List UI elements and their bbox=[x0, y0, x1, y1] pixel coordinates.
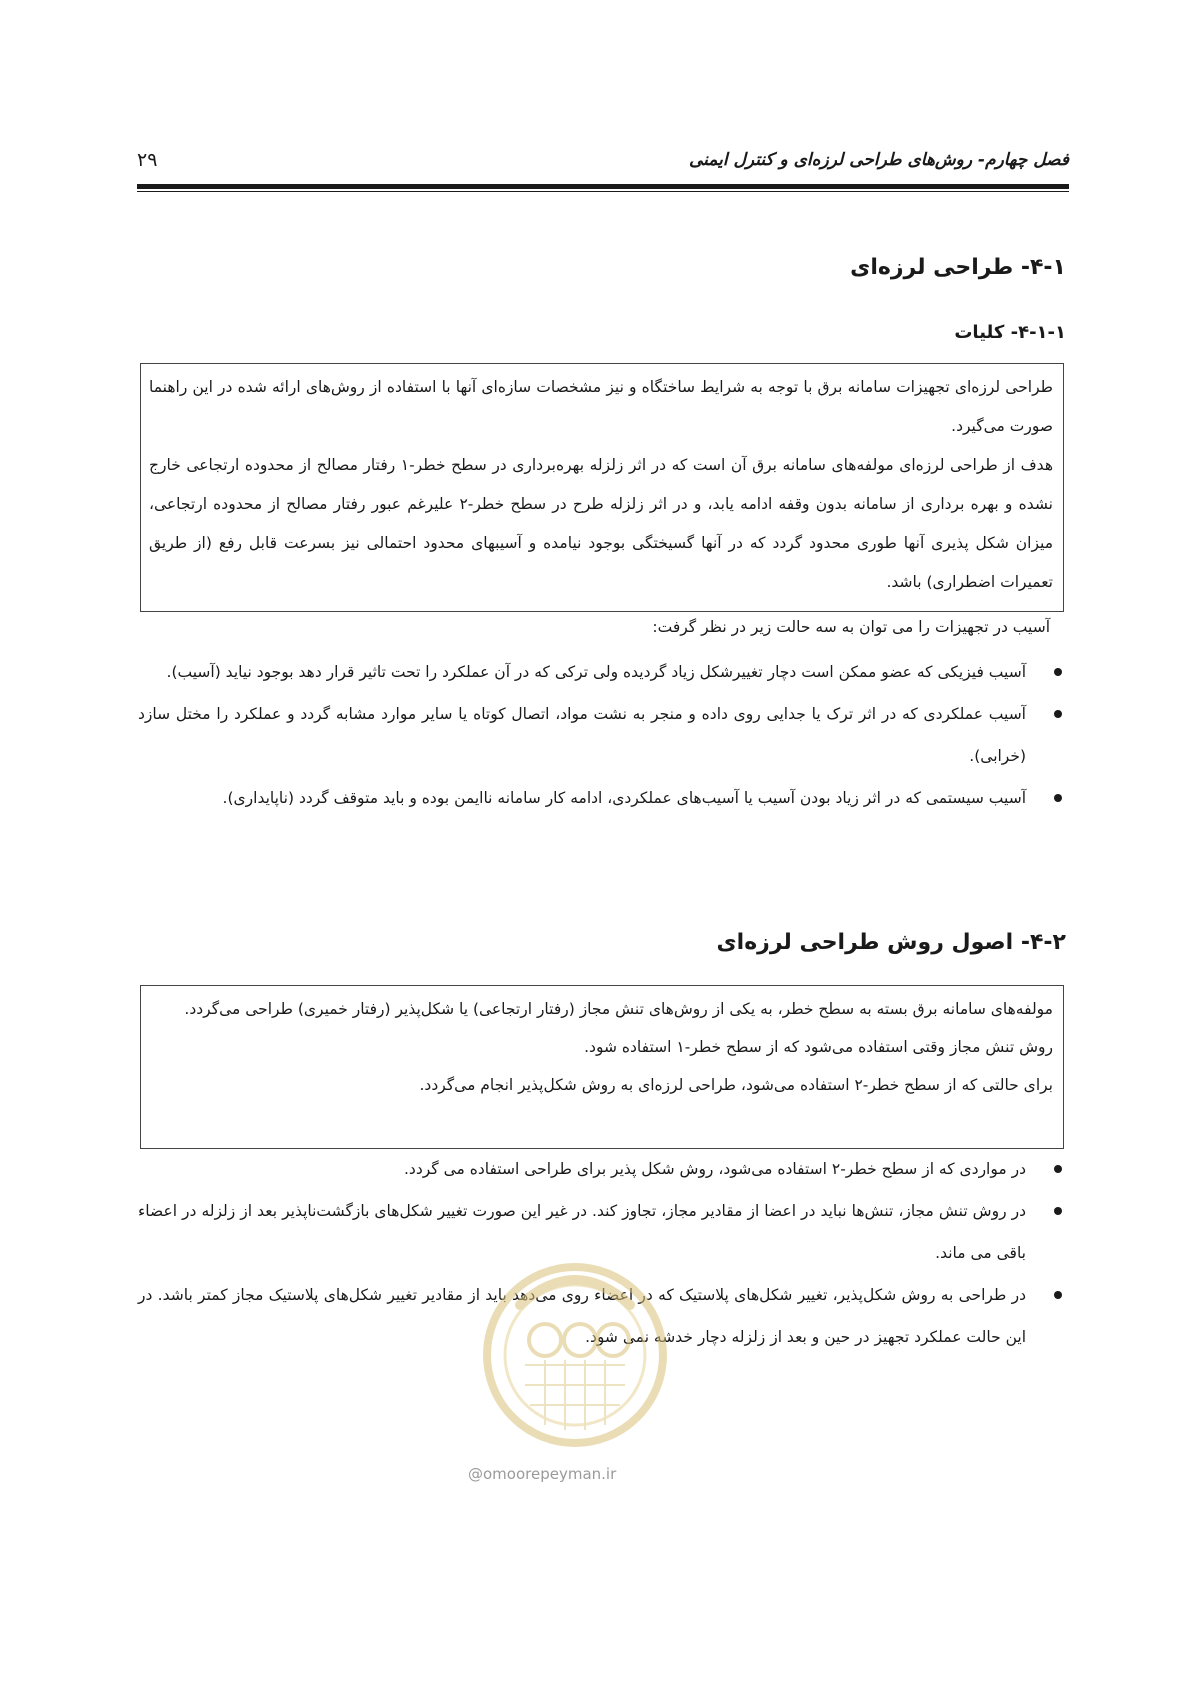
list-item bbox=[138, 693, 1068, 777]
subsection-heading-4-1-1: ۴-۱-۱- کلیات bbox=[954, 322, 1066, 343]
principles-box bbox=[140, 985, 1064, 1149]
page-number: ۲۹ bbox=[137, 149, 158, 171]
list-item-text: در روش تنش مجاز، تنش‌ها نباید در اعضا از مقادیر مجاز، تجاوز کند. در غیر این صورت تغییر شکل‌های بازگشت‌ناپذیر بعد از زلزله در اعضاء باقی می ماند. bbox=[138, 1202, 1026, 1262]
box-paragraph: هدف از طراحی لرزه‌ای مولفه‌های سامانه برق آن است که در اثر زلزله بهره‌برداری در سطح خطر-۱ رفتار مصالح از محدوده ارتجاعی خارج نشده و بهره برداری از سامانه بدون وقفه ادامه یابد، و در اثر زلزله طرح در سطح خطر-۲ علیرغم عبور رفتار مصالح از محدوده ارتجاعی، میزان شکل پذیری آنها طوری محدود گردد که در آنها گسیختگی بوجود نیامده و آسیبهای محدود احتمالی نیز بسرعت قابل رفع (از طریق تعمیرات اضطراری) باشد. bbox=[149, 456, 1053, 591]
watermark-logo-icon bbox=[470, 1245, 680, 1455]
general-box bbox=[140, 363, 1064, 612]
damage-list bbox=[138, 651, 1068, 819]
list-item-text: در طراحی به روش شکل‌پذیر، تغییر شکل‌های پلاستیک که در اعضاء روی می‌دهد باید از مقادیر تغییر شکل‌های پلاستیک مجاز کمتر باشد. در این حالت عملکرد تجهیز در حین و بعد از زلزله دچار خدشه نمی شود. bbox=[138, 1286, 1026, 1346]
bullet-dot-icon bbox=[1054, 794, 1062, 802]
list-item-text: در مواردی که از سطح خطر-۲ استفاده می‌شود، روش شکل پذیر برای طراحی استفاده می گردد. bbox=[403, 1160, 1026, 1178]
bullet-dot-icon bbox=[1054, 1207, 1062, 1215]
list-item bbox=[138, 651, 1068, 693]
box-paragraph: طراحی لرزه‌ای تجهیزات سامانه برق با توجه به شرایط ساختگاه و نیز مشخصات سازه‌ای آنها با استفاده از روش‌های ارائه شده در این راهنما صورت می‌گیرد. bbox=[149, 378, 1053, 435]
bullet-dot-icon bbox=[1054, 710, 1062, 718]
header-rule-thin bbox=[137, 191, 1069, 192]
header-rule-thick bbox=[137, 184, 1069, 189]
box-paragraph: مولفه‌های سامانه برق بسته به سطح خطر، به یکی از روش‌های تنش مجاز (رفتار ارتجاعی) یا شکل‌پذیر (رفتار خمیری) طراحی می‌گردد. bbox=[184, 1000, 1053, 1018]
list-item-text: آسیب عملکردی که در اثر ترک یا جدایی روی داده و منجر به نشت مواد، اتصال کوتاه یا سایر موارد مشابه گردد و عملکرد را مختل سازد (خرابی). bbox=[138, 705, 1026, 765]
bullet-dot-icon bbox=[1054, 668, 1062, 676]
box-paragraph: برای حالتی که از سطح خطر-۲ استفاده می‌شود، طراحی لرزه‌ای به روش شکل‌پذیر انجام می‌گردد. bbox=[419, 1076, 1053, 1094]
watermark-site-text: @omoorepeyman.ir bbox=[468, 1465, 617, 1483]
running-header bbox=[137, 142, 1069, 178]
bullet-dot-icon bbox=[1054, 1291, 1062, 1299]
list-item-text: آسیب فیزیکی که عضو ممکن است دچار تغییرشکل زیاد گردیده ولی ترکی که در آن عملکرد را تحت تاثیر قرار دهد بوجود نیاید (آسیب). bbox=[166, 663, 1026, 681]
list-item bbox=[138, 777, 1068, 819]
running-title: فصل چهارم- روش‌های طراحی لرزه‌ای و کنترل ایمنی bbox=[688, 150, 1069, 170]
box-paragraph: روش تنش مجاز وقتی استفاده می‌شود که از سطح خطر-۱ استفاده شود. bbox=[584, 1038, 1053, 1056]
damage-intro: آسیب در تجهیزات را می توان به سه حالت زیر در نظر گرفت: bbox=[652, 618, 1050, 636]
bullet-dot-icon bbox=[1054, 1165, 1062, 1173]
list-item-text: آسیب سیستمی که در اثر زیاد بودن آسیب یا آسیب‌های عملکردی، ادامه کار سامانه ناایمن بوده و باید متوقف گردد (ناپایداری). bbox=[222, 789, 1026, 807]
section-heading-4-2: ۴-۲- اصول روش طراحی لرزه‌ای bbox=[716, 930, 1066, 955]
section-heading-4-1: ۴-۱- طراحی لرزه‌ای bbox=[850, 255, 1066, 280]
list-item bbox=[138, 1148, 1068, 1190]
